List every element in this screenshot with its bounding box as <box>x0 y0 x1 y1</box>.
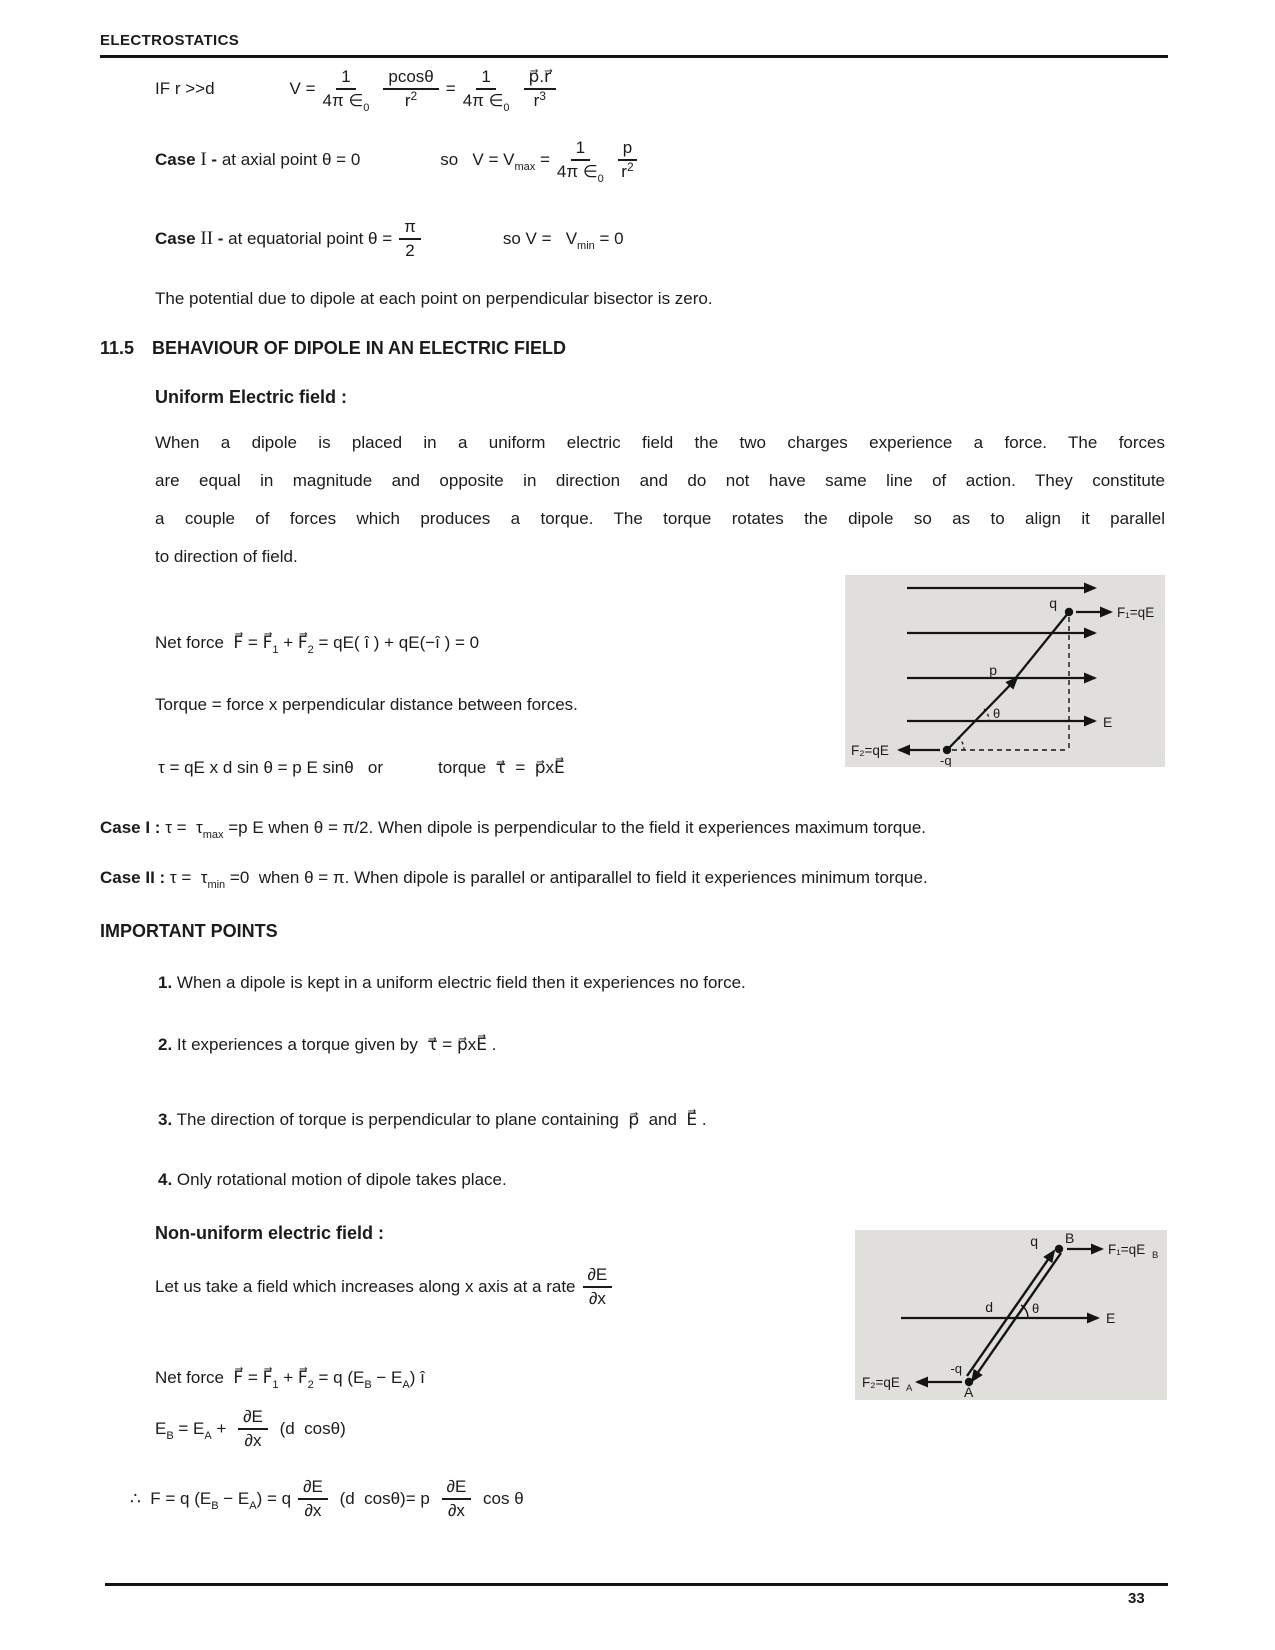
page-header-title: ELECTROSTATICS <box>100 32 240 49</box>
spacing-gap <box>360 164 440 165</box>
header-rule <box>100 55 1168 58</box>
text: at axial point θ = 0 <box>221 149 361 169</box>
label-E: E <box>1106 1310 1116 1326</box>
label-theta: θ <box>993 706 1001 721</box>
text: = 0 <box>594 228 624 248</box>
text: ) î <box>409 1368 425 1387</box>
superscript: 2 <box>626 160 634 175</box>
eq-net-force-nonuniform <box>155 1367 425 1391</box>
text: 1 <box>575 138 586 157</box>
text: r <box>621 162 627 182</box>
important-point-3 <box>158 1109 707 1130</box>
bold-text: Case I : <box>100 818 166 837</box>
text: ∂x <box>588 1289 606 1309</box>
uniform-paragraph-line-2: are equal in magnitude and opposite in direction and do not have same line of action. They constitute <box>155 471 1165 490</box>
fraction-numerator <box>524 67 557 90</box>
text: 2 <box>405 241 415 261</box>
fraction-denominator <box>556 161 604 186</box>
fraction <box>322 67 370 115</box>
text: = <box>535 149 550 169</box>
bold-text: 11.5 <box>100 338 135 358</box>
bold-text: 2. <box>158 1035 173 1054</box>
fraction-denominator <box>322 90 370 115</box>
text: at equatorial point θ = <box>228 228 393 248</box>
fraction-denominator <box>448 1500 465 1521</box>
text: 1 <box>341 67 351 86</box>
section-heading-11-5 <box>100 337 566 360</box>
fraction <box>583 1265 613 1310</box>
label-q: q <box>1049 595 1057 611</box>
text: V = <box>289 78 316 98</box>
text: (d cosθ)= p <box>334 1488 435 1508</box>
text: It experiences a torque given by τ⃗ = p⃗xE⃗ . <box>172 1035 497 1054</box>
label-f2: F₂=qE <box>862 1375 900 1390</box>
text: ) = q <box>256 1488 292 1508</box>
label-f2: F₂=qE <box>851 743 889 758</box>
fraction-denominator <box>245 1430 262 1451</box>
case-1-axial <box>155 138 644 186</box>
spacing-gap <box>215 93 290 94</box>
label-f1: F₁=qE <box>1117 605 1155 620</box>
superscript: 3 <box>539 89 546 104</box>
text: E <box>155 1418 167 1438</box>
charge-q-dot <box>1065 608 1073 616</box>
case-1-torque-max <box>100 817 927 841</box>
text: torque τ⃗ = p⃗xE⃗ <box>438 758 565 777</box>
text: = E <box>173 1418 205 1438</box>
subscript: 0 <box>503 102 510 115</box>
subscript: A <box>402 1379 410 1391</box>
non-uniform-field-diagram <box>855 1230 1167 1400</box>
subscript: 2 <box>307 644 314 656</box>
text: so V = V <box>440 149 515 169</box>
label-d: d <box>985 1299 993 1315</box>
footer-rule <box>105 1583 1168 1586</box>
uniform-field-diagram <box>845 575 1165 767</box>
case-2-equatorial <box>155 217 624 262</box>
text: ∴ F = q (E <box>130 1488 212 1508</box>
subscript: 1 <box>272 644 279 656</box>
subscript: 1 <box>272 1379 279 1391</box>
eq-net-force-uniform <box>155 632 480 656</box>
heading-uniform-field <box>155 386 347 409</box>
eq-eb <box>155 1407 346 1452</box>
subscript: B <box>166 1429 174 1442</box>
text: The potential due to dipole at each point on perpendicular bisector is zero. <box>155 289 713 308</box>
text: IF r >>d <box>155 78 215 98</box>
bold-text: 3. <box>158 1110 173 1129</box>
text: + <box>211 1418 232 1438</box>
label-f1-sub: B <box>1152 1250 1159 1261</box>
fraction <box>383 67 438 112</box>
text: pcosθ <box>388 67 434 86</box>
fraction-numerator <box>442 1477 472 1500</box>
text: τ = τ <box>169 868 208 887</box>
important-point-1 <box>158 972 746 993</box>
roman-numeral: II <box>200 227 214 249</box>
label-minus-q: -q <box>950 1361 962 1376</box>
text: 4π ∈ <box>322 91 364 111</box>
fraction <box>462 67 510 115</box>
fraction-denominator <box>534 90 546 111</box>
fraction-numerator <box>238 1407 268 1430</box>
uniform-paragraph-line-1: When a dipole is placed in a uniform electric field the two charges experience a force. The forces <box>155 433 1165 452</box>
text: ∂E <box>587 1265 608 1284</box>
fraction-denominator <box>621 161 633 182</box>
superscript: 2 <box>410 89 418 104</box>
subscript: 0 <box>363 102 370 115</box>
fraction-numerator <box>571 138 590 161</box>
bold-text: Uniform Electric field : <box>155 387 348 407</box>
fraction-numerator <box>336 67 355 90</box>
fraction-numerator <box>476 67 495 90</box>
label-f2-sub: A <box>906 1383 913 1394</box>
diagram-background <box>845 575 1165 767</box>
spacing-gap <box>134 353 152 354</box>
subscript: 2 <box>307 1379 314 1391</box>
text: Only rotational motion of dipole takes place. <box>172 1170 507 1189</box>
bold-text: Non-uniform electric field : <box>155 1223 385 1243</box>
text: r <box>533 91 540 111</box>
fraction-denominator <box>305 1500 322 1521</box>
fraction-numerator <box>618 138 637 161</box>
text: − E <box>218 1488 250 1508</box>
text: = <box>445 78 456 98</box>
text: Torque = force x perpendicular distance between forces. <box>155 695 578 714</box>
line-field-rate <box>155 1265 619 1310</box>
text: Net force <box>155 1368 234 1387</box>
text: ∂E <box>243 1407 263 1426</box>
subscript: 0 <box>597 173 604 186</box>
uniform-paragraph-line-3: a couple of forces which produces a torque. The torque rotates the dipole so as to align it parallel <box>155 509 1165 528</box>
text: ∂E <box>446 1477 467 1496</box>
fraction-denominator <box>405 240 414 261</box>
subscript: max <box>202 829 224 841</box>
bold-text: 1. <box>158 973 173 992</box>
fraction <box>238 1407 268 1452</box>
text: Let us take a field which increases along x axis at a rate <box>155 1276 576 1296</box>
subscript: min <box>207 879 226 891</box>
heading-important-points <box>100 920 278 943</box>
text: τ = qE x d sin θ = p E sinθ or <box>158 758 384 777</box>
subscript: B <box>364 1379 372 1391</box>
label-q: q <box>1030 1233 1038 1249</box>
fraction <box>556 138 604 186</box>
fraction <box>399 217 421 262</box>
text: cos θ <box>478 1488 524 1508</box>
bold-text: - <box>206 149 222 169</box>
text: Net force <box>155 633 234 652</box>
important-point-4 <box>158 1169 507 1190</box>
fraction <box>442 1477 472 1522</box>
text: π <box>404 217 416 236</box>
text: (d cosθ) <box>274 1418 346 1438</box>
label-p: p <box>989 662 997 678</box>
label-theta: θ <box>1032 1301 1040 1316</box>
heading-non-uniform-field <box>155 1222 384 1245</box>
subscript: B <box>211 1499 219 1512</box>
bold-text: Case <box>155 228 201 248</box>
subscript: A <box>204 1429 212 1442</box>
label-f1: F₁=qE <box>1108 1242 1146 1257</box>
uniform-paragraph-line-4: to direction of field. <box>155 547 298 566</box>
text: When a dipole is kept in a uniform electric field then it experiences no force. <box>172 973 746 992</box>
fraction-numerator <box>583 1265 613 1288</box>
fraction-numerator <box>383 67 438 90</box>
label-A: A <box>964 1384 974 1400</box>
bold-text: Case <box>155 149 201 169</box>
text: 4π ∈ <box>462 91 504 111</box>
text: ∂E <box>303 1477 323 1496</box>
text: ∂x <box>244 1431 262 1451</box>
text: p <box>622 138 633 157</box>
text: F⃗ = F⃗ <box>233 633 273 652</box>
important-point-2 <box>158 1034 496 1055</box>
text: + F⃗ <box>278 633 308 652</box>
text: τ = τ <box>165 818 203 837</box>
spacing-gap <box>428 243 503 244</box>
subscript: A <box>249 1499 257 1512</box>
text: − E <box>371 1368 403 1387</box>
text: 4π ∈ <box>556 162 598 182</box>
bold-text: Case II : <box>100 868 170 887</box>
label-minus-q: -q <box>940 753 952 767</box>
text: The direction of torque is perpendicular to plane containing p⃗ and E⃗ . <box>172 1110 707 1129</box>
text: F⃗ = F⃗ <box>233 1368 273 1387</box>
bold-text: - <box>213 228 229 248</box>
fraction <box>618 138 637 183</box>
fraction-denominator <box>589 1288 606 1309</box>
fraction-denominator <box>462 90 510 115</box>
eq-final-force <box>130 1477 524 1522</box>
eq-torque <box>158 757 565 778</box>
subscript: max <box>514 160 536 173</box>
label-B: B <box>1065 1230 1075 1246</box>
subscript: min <box>577 239 595 252</box>
spacing-gap <box>383 772 438 773</box>
fraction <box>524 67 557 112</box>
bold-text: BEHAVIOUR OF DIPOLE IN AN ELECTRIC FIELD <box>152 338 567 358</box>
case-2-torque-min <box>100 867 928 891</box>
text: =p E when θ = π/2. When dipole is perpendicular to the field it experiences maximum torque. <box>223 818 927 837</box>
label-E: E <box>1103 714 1113 730</box>
text: = qE( î ) + qE(−î ) = 0 <box>313 633 480 652</box>
fraction-numerator <box>298 1477 328 1500</box>
text: = q (E <box>313 1368 365 1387</box>
text: =0 when θ = π. When dipole is parallel or antiparallel to field it experiences minimum torque. <box>225 868 928 887</box>
page-number: 33 <box>1128 1590 1145 1607</box>
charge-B-dot <box>1055 1245 1063 1253</box>
note-perpendicular-bisector <box>155 288 713 309</box>
roman-numeral: I <box>200 148 207 170</box>
text: 1 <box>481 67 491 86</box>
fraction-numerator <box>399 217 421 240</box>
fraction <box>298 1477 328 1522</box>
def-torque <box>155 694 578 715</box>
bold-text: 4. <box>158 1170 173 1189</box>
text: ∂x <box>447 1501 465 1521</box>
formula-dipole-potential <box>155 67 563 115</box>
text: r <box>404 91 411 111</box>
fraction-denominator <box>405 90 417 111</box>
bold-text: IMPORTANT POINTS <box>100 921 278 941</box>
text: so V = V <box>502 228 578 248</box>
text: ∂x <box>304 1501 322 1521</box>
text: p⃗.r⃗ <box>528 67 552 86</box>
text: + F⃗ <box>278 1368 308 1387</box>
